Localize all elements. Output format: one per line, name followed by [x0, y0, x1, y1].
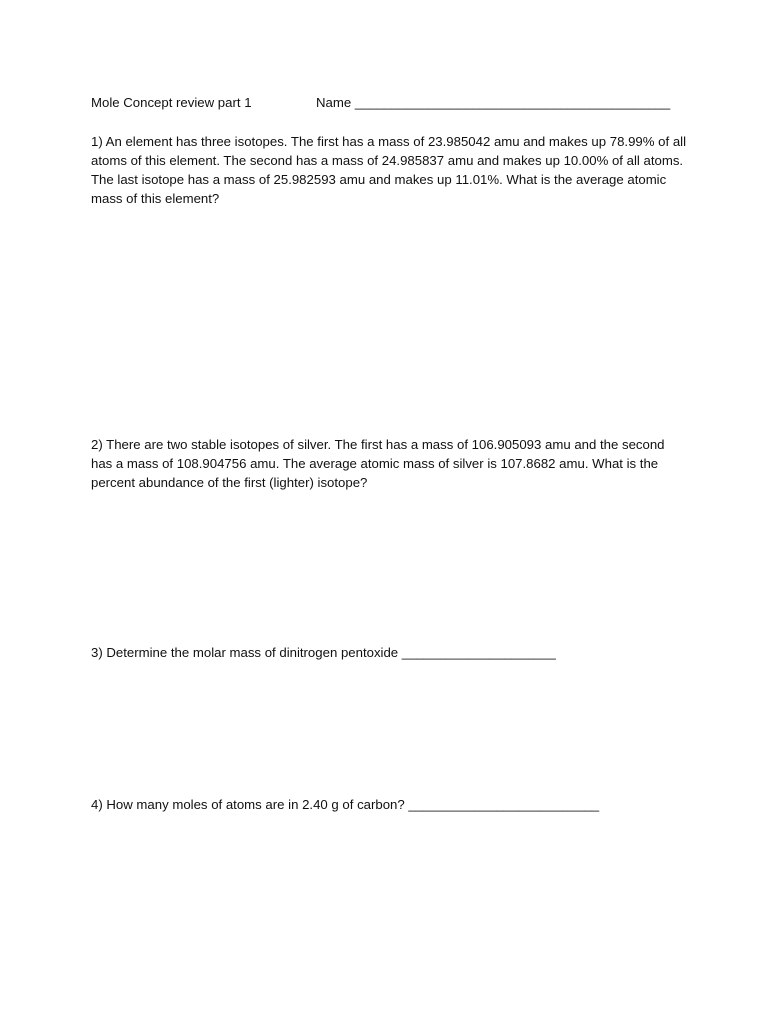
- worksheet-header: [91, 93, 691, 112]
- question-2: 2) There are two stable isotopes of silver. The first has a mass of 106.905093 amu and the second has a mass of 108.904756 amu. The average atomic mass of silver is 107.8682 amu. What is the percent abundance of the first (lighter) isotope?: [91, 437, 665, 490]
- question-3: 3) Determine the molar mass of dinitrogen pentoxide _____________________: [91, 645, 556, 660]
- question-1: 1) An element has three isotopes. The first has a mass of 23.985042 amu and makes up 78.99% of all atoms of this element. The second has a mass of 24.985837 amu and makes up 10.00% of all atoms. The last isotope has a mass of 25.982593 amu and makes up 11.01%. What is the average atomic mass of this element?: [91, 134, 687, 206]
- name-field-line: Name ___________________________________________: [316, 95, 671, 110]
- worksheet-title: Mole Concept review part 1: [91, 95, 252, 110]
- question-4: 4) How many moles of atoms are in 2.40 g of carbon? __________________________: [91, 797, 600, 812]
